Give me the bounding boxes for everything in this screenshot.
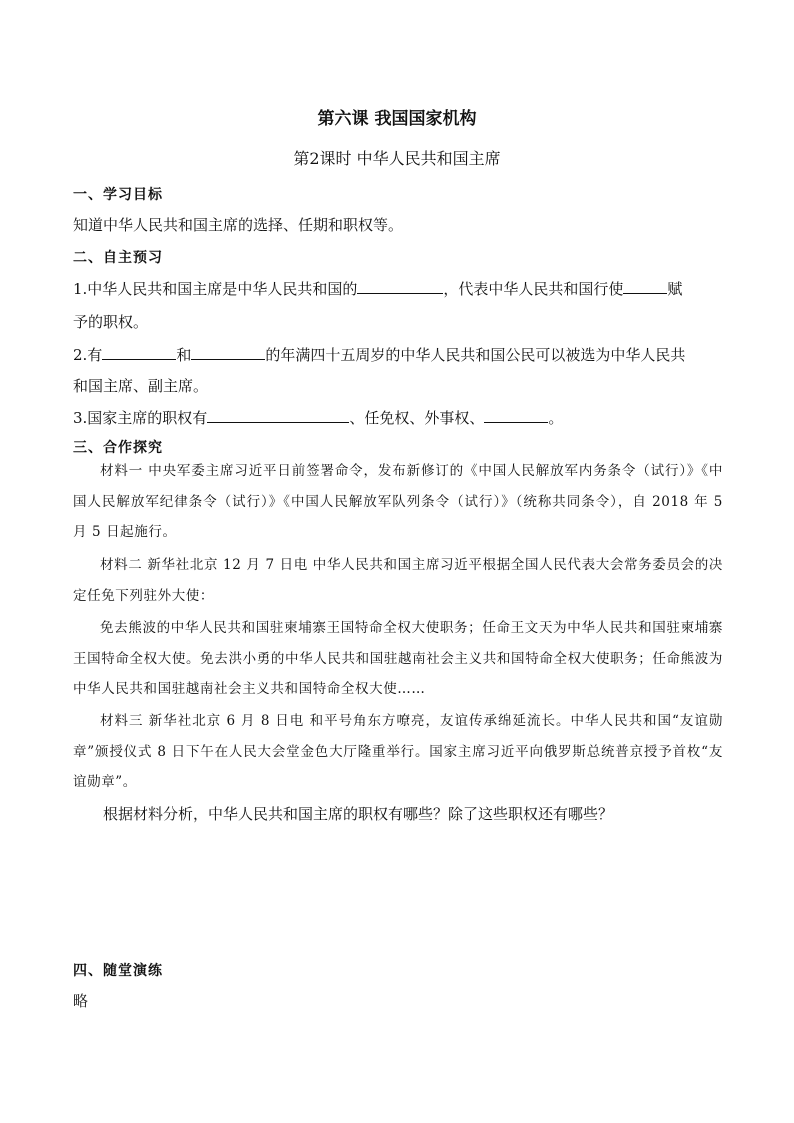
q1-text-a: 1.中华人民共和国主席是中华人民共和国的 [73, 280, 358, 298]
q1-blank-1[interactable] [357, 279, 443, 294]
q2-blank-1[interactable] [102, 345, 176, 360]
section-heading-practice: 四、随堂演练 [73, 963, 163, 979]
page-title: 第六课 我国国家机构 [317, 109, 477, 129]
practice-text: 略 [73, 992, 89, 1010]
preview-question-3 [73, 407, 563, 428]
objectives-text: 知道中华人民共和国主席的选择、任期和职权等。 [73, 216, 404, 234]
q2-blank-2[interactable] [191, 345, 265, 360]
q2-text-a: 2.有 [73, 346, 103, 364]
q2-text-c: 的年满四十五周岁的中华人民共和国公民可以被选为中华人民共 [265, 346, 686, 364]
material-2: 材料二 新华社北京 12 月 7 日电 中华人民共和国主席习近平根据全国人民代表大会常务委员会的决定任免下列驻外大使： [73, 557, 723, 604]
q1-blank-2[interactable] [623, 279, 667, 294]
section-heading-preview: 二、自主预习 [73, 250, 163, 266]
inquiry-question: 根据材料分析，中华人民共和国主席的职权有哪些？除了这些职权还有哪些？ [103, 805, 614, 823]
preview-question-1 [73, 278, 682, 299]
q3-text-c: 。 [548, 409, 564, 427]
material-1: 材料一 中央军委主席习近平日前签署命令，发布新修订的《中国人民解放军内务条令（试行）》《中国人民解放军纪律条令（试行）》《中国人民解放军队列条令（试行）》（统称共同条令），自 2018 年 5 月 5 日起施行。 [73, 463, 723, 540]
q3-blank-1[interactable] [207, 408, 349, 423]
material-3: 材料三 新华社北京 6 月 8 日电 和平号角东方嘹亮，友谊传承绵延流长。中华人民共和国“友谊勋章”颁授仪式 8 日下午在人民大会堂金色大厅隆重举行。国家主席习近平向俄罗斯总统普京授予首枚“友谊勋章”。 [73, 713, 723, 790]
q1-text-c: 赋 [667, 280, 683, 298]
q1-text-continued: 予的职权。 [73, 313, 149, 331]
preview-question-2 [73, 344, 685, 365]
q2-text-continued: 和国主席、副主席。 [73, 377, 209, 395]
section-heading-inquiry: 三、合作探究 [73, 440, 163, 456]
q3-text-b: 、任免权、外事权、 [349, 409, 485, 427]
q3-blank-2[interactable] [484, 408, 548, 423]
section-heading-objectives: 一、学习目标 [73, 187, 163, 203]
q2-text-b: 和 [176, 346, 192, 364]
page-subtitle: 第2课时 中华人民共和国主席 [293, 149, 501, 168]
material-2-continued: 免去熊波的中华人民共和国驻柬埔寨王国特命全权大使职务；任命王文天为中华人民共和国驻柬埔寨王国特命全权大使。免去洪小勇的中华人民共和国驻越南社会主义共和国特命全权大使职务；任命熊波为中华人民共和国驻越南社会主义共和国特命全权大使…… [73, 620, 723, 697]
q1-text-b: ，代表中华人民共和国行使 [443, 280, 624, 298]
q3-text-a: 3.国家主席的职权有 [73, 409, 208, 427]
